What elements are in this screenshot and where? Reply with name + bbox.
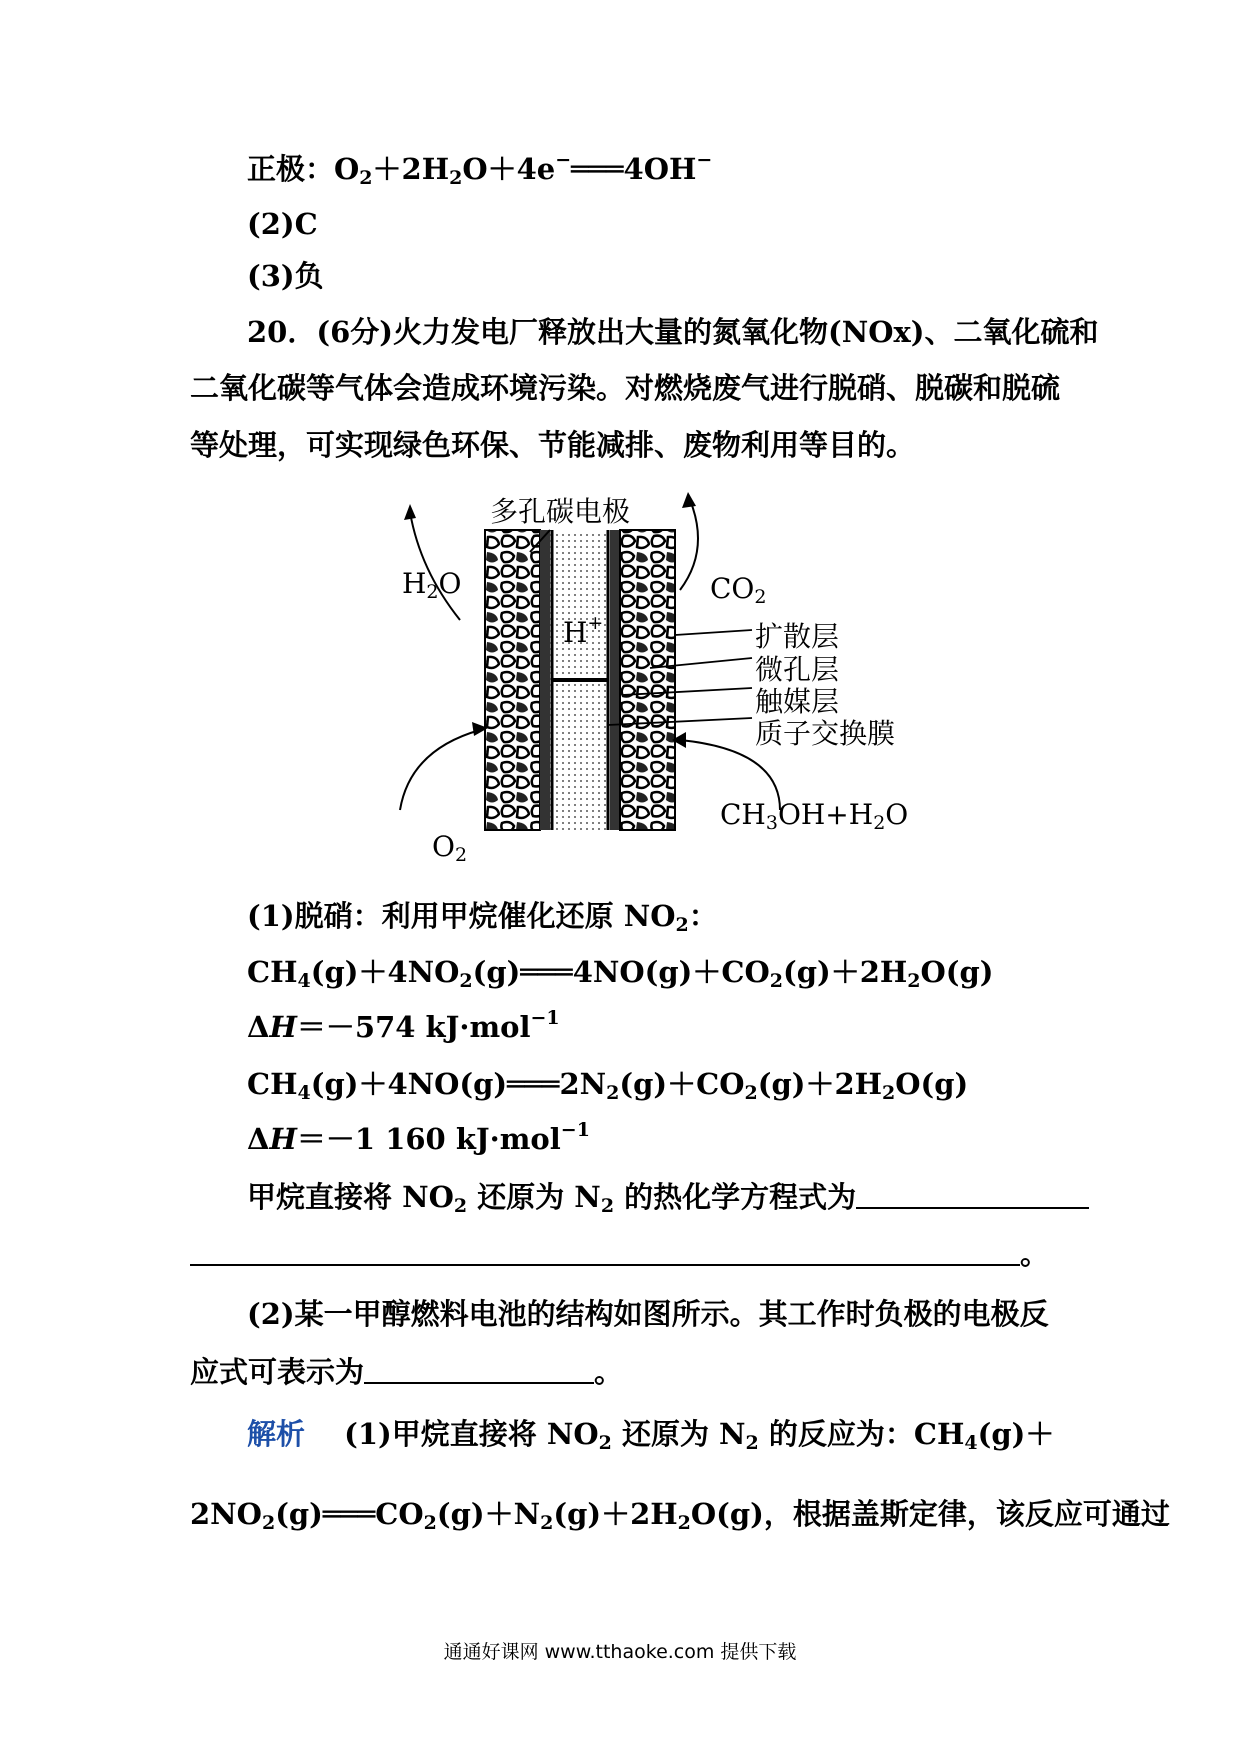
analysis-line-1: 解析 (1)甲烷直接将 $NO_2$ 还原为 $N_2$ 的反应为：$CH_4(g)+$ <box>247 1417 1055 1454</box>
question-20-line-3: 等处理，可实现绿色环保、节能减排、废物利用等目的。 <box>190 428 916 462</box>
answer-blank-2[interactable] <box>364 1382 594 1384</box>
answer-2: (2)C <box>247 207 318 241</box>
part-2-question-line-2: 应式可表示为 。 <box>190 1355 624 1389</box>
fuel-cell-diagram <box>380 490 920 870</box>
analysis-label: 解析 <box>247 1417 306 1451</box>
equation-2: $CH_4(g)+4NO(g)═══2N_2(g)+CO_2(g)+2H_2O(g)$ <box>247 1067 969 1104</box>
diagram-o2-label: $O_2$ <box>432 830 468 866</box>
answer-blank-1[interactable] <box>856 1207 1089 1209</box>
diagram-layer-diffusion: 扩散层 <box>755 620 840 653</box>
positive-electrode-equation: 正极：$O_2+2H_2O+4e^-═══4OH^-$ <box>247 149 713 189</box>
enthalpy-2: ΔH＝－1 160 kJ·mol$^{-1}$ <box>247 1119 590 1156</box>
diagram-title: 多孔碳电极 <box>490 495 631 528</box>
equation-1: $CH_4(g)+4NO_2(g)═══4NO(g)+CO_2(g)+2H_2O(g)$ <box>247 955 994 992</box>
enthalpy-1: ΔH＝－574 kJ·mol$^{-1}$ <box>247 1007 560 1044</box>
answer-3: (3)负 <box>247 259 324 293</box>
question-20-line-2: 二氧化碳等气体会造成环境污染。对燃烧废气进行脱硝、脱碳和脱硫 <box>190 371 1061 405</box>
diagram-h-plus-label: H+ <box>563 612 604 649</box>
analysis-line-2: $2NO_2(g)═══CO_2(g)+N_2(g)+2H_2O(g)$，根据盖斯定律，该反应可通过 <box>190 1497 1170 1534</box>
page-footer: 通通好课网 www.tthaoke.com 提供下载 <box>443 1641 797 1663</box>
diagram-methanol-label: $CH_3OH+H_2O$ <box>720 798 909 834</box>
part-2-question-line-1: (2)某一甲醇燃料电池的结构如图所示。其工作时负极的电极反 <box>247 1297 1049 1331</box>
diagram-layer-membrane: 质子交换膜 <box>755 717 896 750</box>
answer-blank-1-cont[interactable] <box>190 1264 1020 1266</box>
part-1-question: 甲烷直接将 $NO_2$ 还原为 $N_2$ 的热化学方程式为 <box>247 1183 1089 1212</box>
part-1-intro: (1)脱硝：利用甲烷催化还原 $NO_2$： <box>247 899 718 936</box>
diagram-h2o-label: $H_2O$ <box>402 567 462 603</box>
question-20-line-1: 20．(6分)火力发电厂释放出大量的氮氧化物(NOx)、二氧化硫和 <box>247 315 1099 349</box>
part-1-blank-line: 。 <box>190 1240 1049 1269</box>
diagram-layer-catalyst: 触媒层 <box>755 685 840 718</box>
diagram-layer-microporous: 微孔层 <box>755 653 840 686</box>
diagram-co2-label: $CO_2$ <box>710 572 767 608</box>
